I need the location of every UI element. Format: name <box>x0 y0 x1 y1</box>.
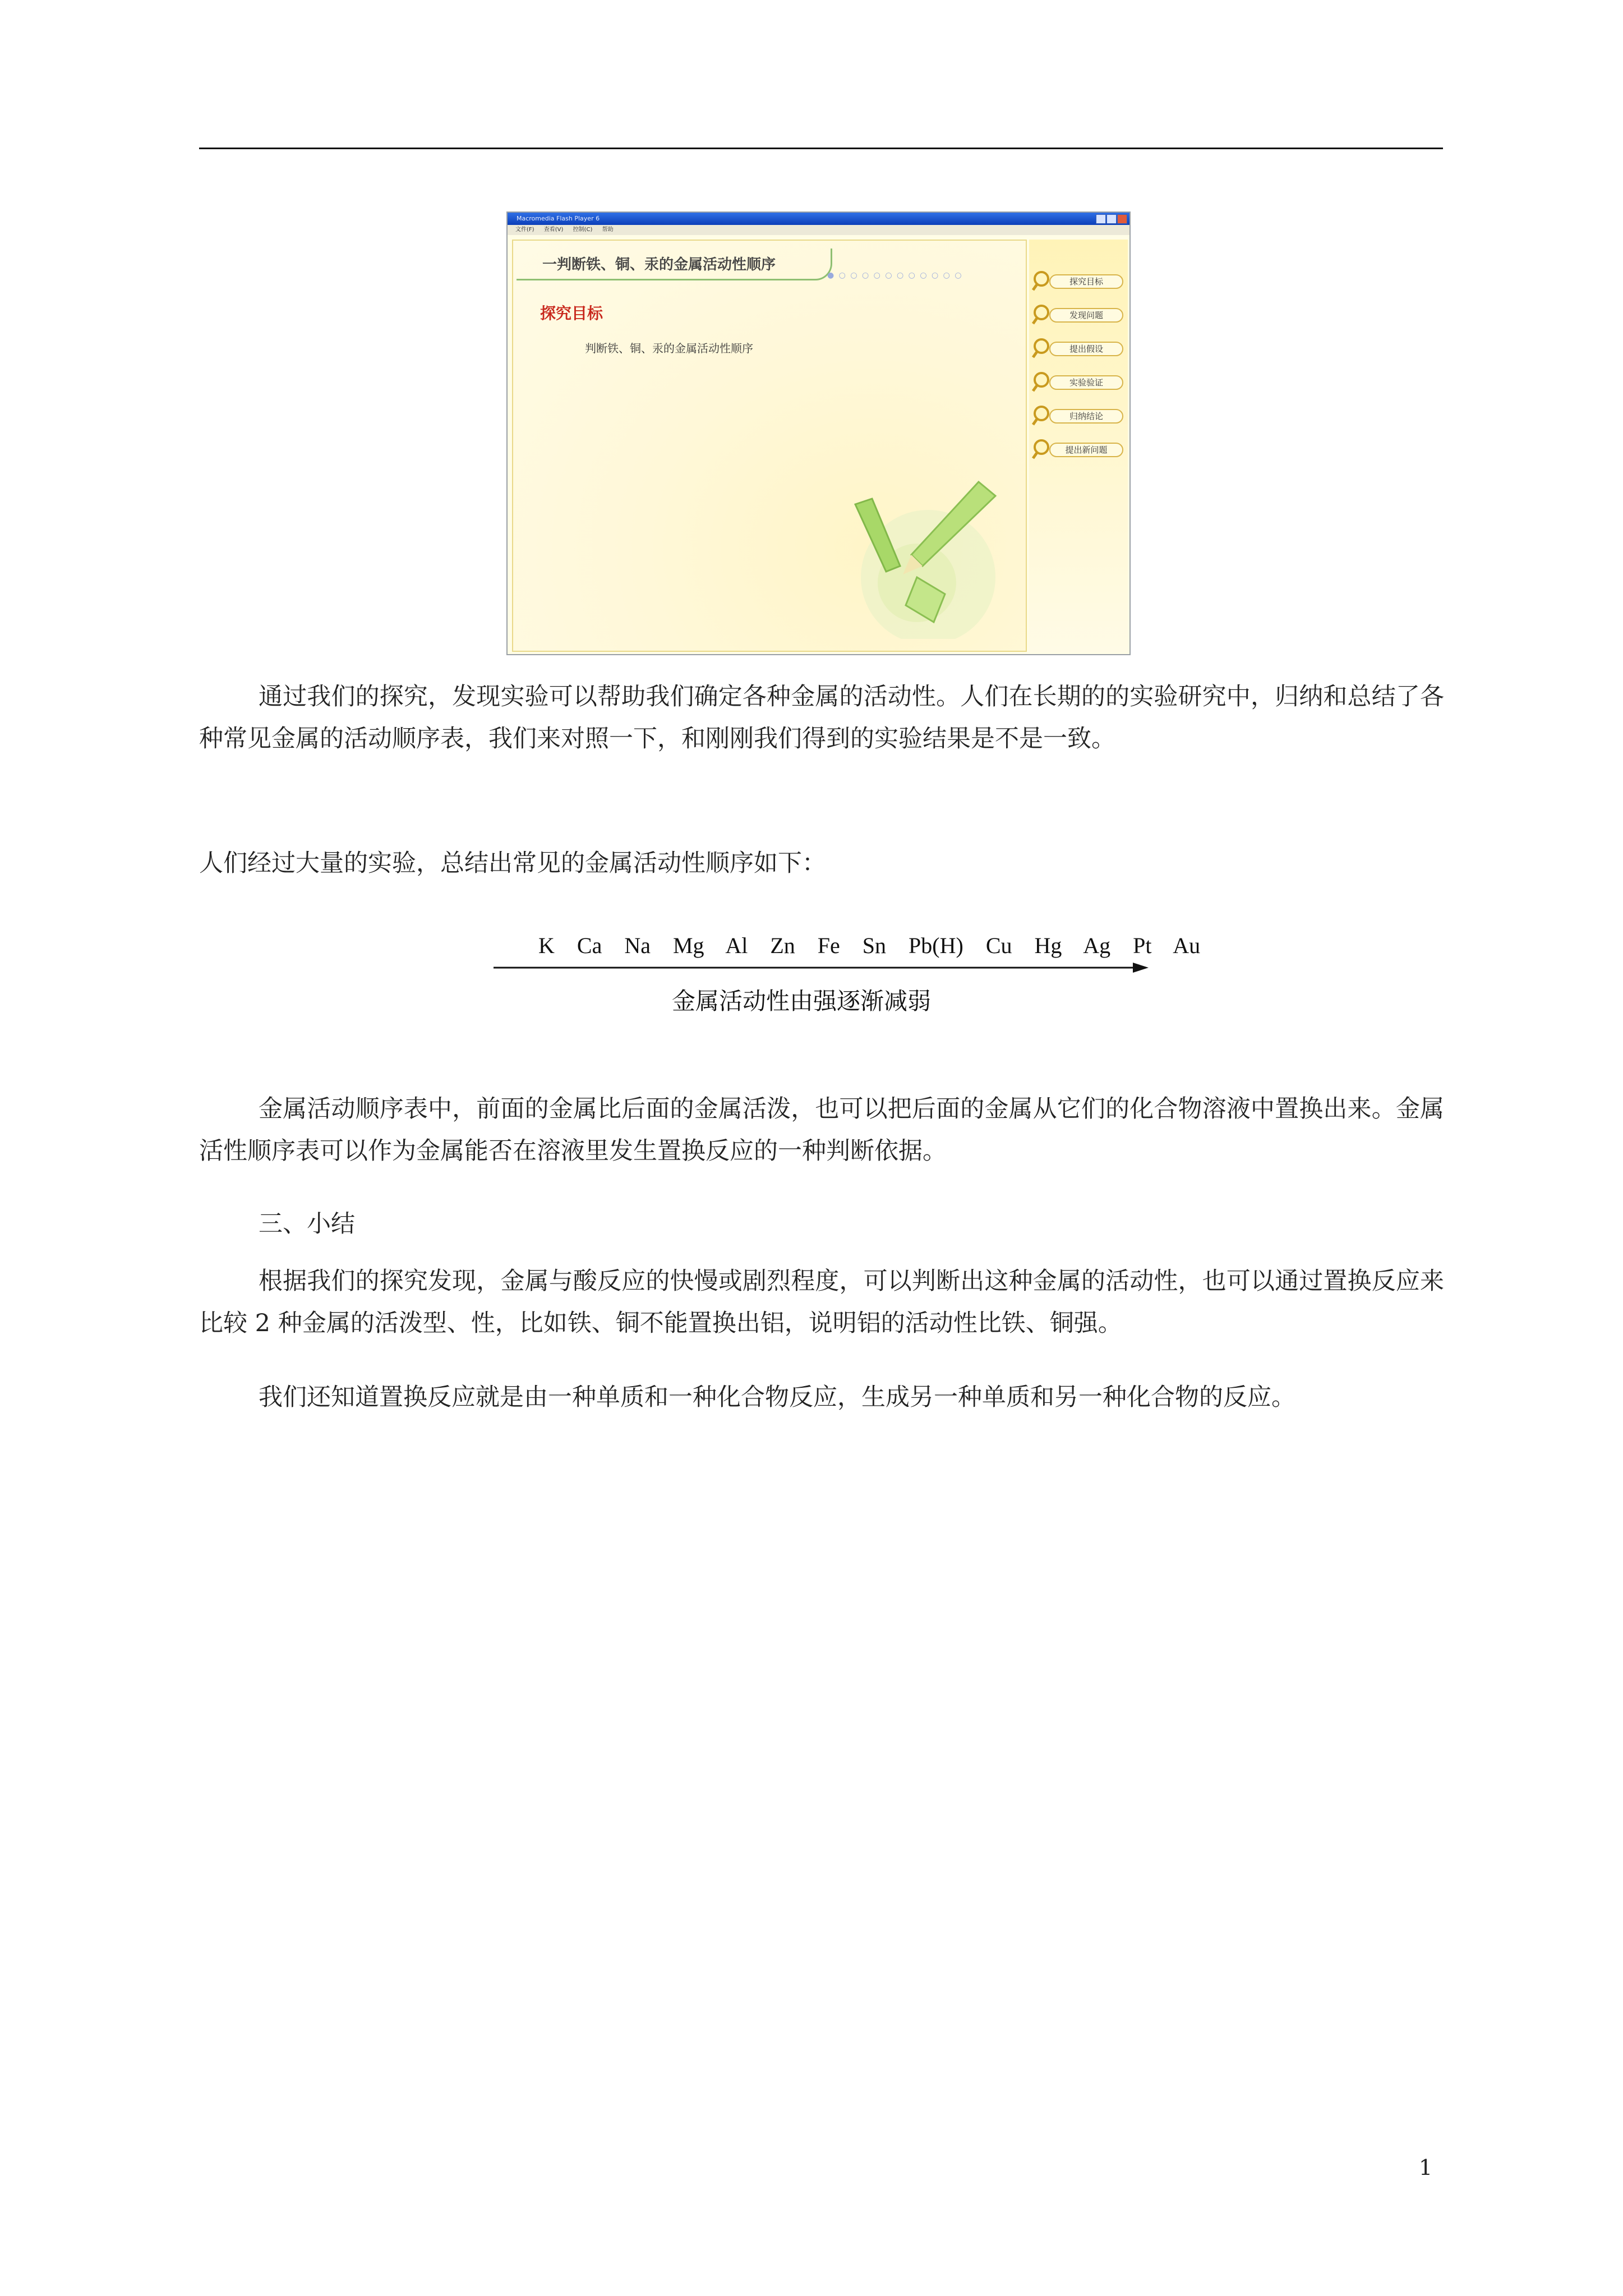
element-sn: Sn <box>862 933 887 958</box>
progress-dots-icon: ● ○ ○ ○ ○ ○ ○ ○ ○ ○ ○ ○ <box>827 271 963 280</box>
pencil-decoration-icon <box>833 471 1012 639</box>
nav-goal-label: 探究目标 <box>1049 274 1123 289</box>
series-arrow-icon <box>494 961 1149 974</box>
element-au: Au <box>1173 933 1201 958</box>
paragraph-4: 根据我们的探究发现，金属与酸反应的快慢或剧烈程度，可以判断出这种金属的活动性，也可以通过置换反应来比较 2 种金属的活泼型、性，比如铁、铜不能置换出铝，说明铝的活动性比铁、铜强。 <box>199 1267 1444 1337</box>
window-menubar <box>508 225 1129 235</box>
menu-view[interactable]: 查看(V) <box>543 227 564 233</box>
element-k: K <box>538 933 555 958</box>
element-fe: Fe <box>817 933 840 958</box>
nav-conclusion-button[interactable] <box>1031 403 1127 426</box>
element-al: Al <box>725 933 748 958</box>
element-hg: Hg <box>1034 933 1062 958</box>
element-ag: Ag <box>1083 933 1111 958</box>
nav-problem-label: 发现问题 <box>1049 308 1123 323</box>
paragraph-1: 通过我们的探究，发现实验可以帮助我们确定各种金属的活动性。人们在长期的的实验研究中，归纳和总结了各种常见金属的活动顺序表，我们来对照一下，和刚刚我们得到的实验结果是不是一致。 <box>199 683 1444 753</box>
nav-experiment-button[interactable] <box>1031 370 1127 392</box>
flash-stage <box>512 240 1027 652</box>
nav-hypothesis-button[interactable] <box>1031 336 1127 358</box>
courseware-screenshot <box>506 211 1131 655</box>
menu-help[interactable]: 帮助 <box>602 227 614 233</box>
nav-goal-button[interactable] <box>1031 269 1127 291</box>
topic-title: 一判断铁、铜、汞的金属活动性顺序 <box>542 256 776 273</box>
nav-new-question-label: 提出新问题 <box>1049 443 1123 457</box>
nav-problem-button[interactable] <box>1031 302 1127 325</box>
nav-conclusion-label: 归纳结论 <box>1049 409 1123 424</box>
element-pt: Pt <box>1133 933 1152 958</box>
element-cu: Cu <box>985 933 1012 958</box>
menu-file[interactable]: 文件(F) <box>515 227 534 233</box>
section-title: 三、小结 <box>259 1210 355 1238</box>
window-titlebar <box>508 213 1129 225</box>
goal-text: 判断铁、铜、汞的金属活动性顺序 <box>585 342 753 355</box>
header-rule <box>199 148 1443 149</box>
element-pb-h: Pb(H) <box>909 933 963 958</box>
minimize-icon[interactable] <box>1096 214 1106 224</box>
element-zn: Zn <box>770 933 795 958</box>
paragraph-5: 我们还知道置换反应就是由一种单质和一种化合物反应，生成另一种单质和另一种化合物的反应。 <box>259 1383 1295 1411</box>
paragraph-2: 人们经过大量的实验，总结出常见的金属活动性顺序如下： <box>199 849 826 877</box>
close-icon[interactable] <box>1117 214 1127 224</box>
menu-control[interactable]: 控制(C) <box>573 227 593 233</box>
nav-new-question-button[interactable] <box>1031 437 1127 459</box>
element-na: Na <box>624 933 651 958</box>
paragraph-3: 金属活动顺序表中，前面的金属比后面的金属活泼，也可以把后面的金属从它们的化合物溶液中置换出来。金属活性顺序表可以作为金属能否在溶液里发生置换反应的一种判断依据。 <box>199 1095 1444 1165</box>
activity-series <box>538 932 1217 959</box>
goal-heading: 探究目标 <box>540 304 603 323</box>
element-ca: Ca <box>577 933 602 958</box>
element-mg: Mg <box>672 933 704 958</box>
window-title: Macromedia Flash Player 6 <box>517 215 600 222</box>
nav-experiment-label: 实验验证 <box>1049 375 1123 390</box>
nav-sidebar <box>1029 240 1128 652</box>
page-number: 1 <box>1419 2155 1433 2180</box>
maximize-icon[interactable] <box>1106 214 1117 224</box>
series-caption: 金属活动性由强逐渐减弱 <box>672 987 932 1015</box>
nav-hypothesis-label: 提出假设 <box>1049 342 1123 356</box>
